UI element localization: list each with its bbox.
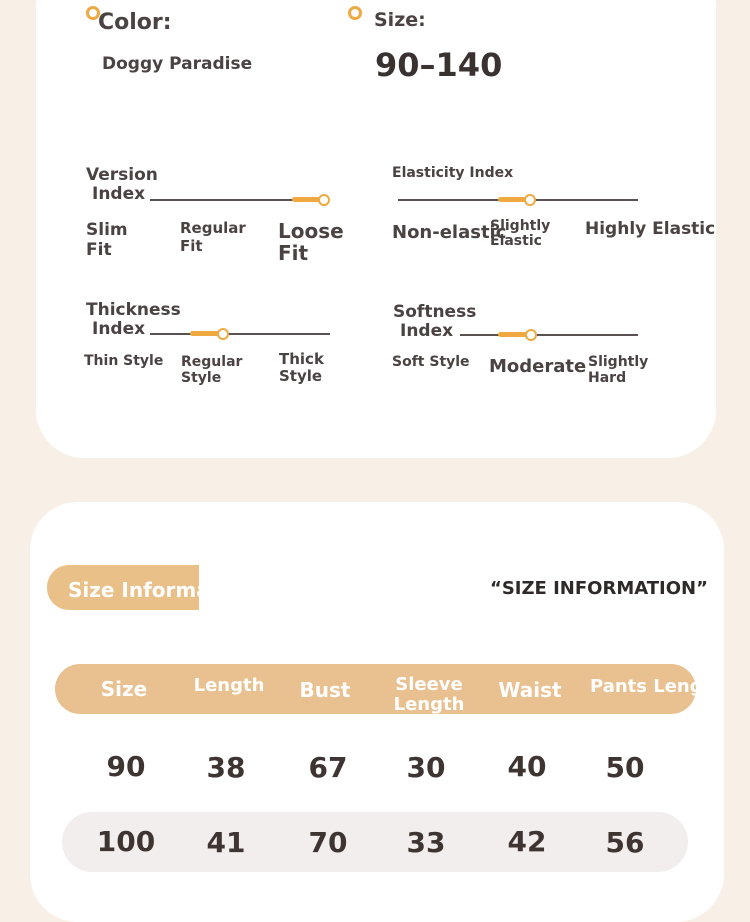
table-cell: 56 <box>605 826 645 859</box>
option-moderate: Moderate <box>489 356 587 377</box>
table-cell: 90 <box>106 750 146 783</box>
table-cell: 50 <box>605 751 645 784</box>
version-index-knob <box>318 194 330 206</box>
column-header-sleeve-length: Sleeve Length <box>393 674 465 715</box>
option-thin-style: Thin Style <box>84 353 164 369</box>
column-header-size: Size <box>100 677 148 701</box>
option-thick-style: Thick Style <box>279 350 324 385</box>
color-value: Doggy Paradise <box>102 54 253 74</box>
table-cell: 70 <box>308 826 348 859</box>
table-cell: 41 <box>206 826 246 859</box>
thickness-index-knob <box>217 328 229 340</box>
table-cell: 100 <box>96 825 156 858</box>
elasticity-index-fill <box>498 197 526 202</box>
option-slim-fit: Slim Fit <box>86 220 128 260</box>
option-regular-style: Regular Style <box>181 354 243 386</box>
size-information-heading: “SIZE INFORMATION” <box>490 578 708 599</box>
softness-index-knob <box>525 329 537 341</box>
softness-index-title: Softness <box>393 302 477 322</box>
version-index-title-2: Index <box>92 184 146 204</box>
table-cell: 40 <box>507 750 547 783</box>
option-regular-fit: Regular Fit <box>180 219 246 255</box>
table-cell: 67 <box>308 751 348 784</box>
option-slightly-hard: Slightly Hard <box>588 354 649 386</box>
bullet-dot-icon <box>348 6 362 20</box>
thickness-index-title: Thickness <box>86 300 181 320</box>
version-index-fill <box>292 197 320 202</box>
thickness-index-track <box>150 333 330 335</box>
softness-index-title-2: Index <box>400 321 454 341</box>
size-value: 90–140 <box>375 46 503 84</box>
column-header-pants-length: Pants Length <box>590 676 725 697</box>
column-header-waist: Waist <box>498 678 562 702</box>
column-header-length: Length <box>193 675 265 696</box>
elasticity-index-knob <box>524 194 536 206</box>
softness-index-track <box>460 334 638 336</box>
option-soft-style: Soft Style <box>392 354 470 370</box>
option-loose-fit: Loose Fit <box>278 219 344 265</box>
option-slightly-elastic: Slightly Elastic <box>490 218 551 249</box>
column-header-bust: Bust <box>299 678 351 702</box>
color-label: Color: <box>98 10 172 35</box>
elasticity-index-title: Elasticity Index <box>392 165 514 181</box>
option-highly-elastic: Highly Elastic <box>585 219 716 239</box>
size-label: Size: <box>374 9 426 31</box>
softness-index-fill <box>498 332 528 337</box>
thickness-index-fill <box>190 331 220 336</box>
thickness-index-title-2: Index <box>92 319 146 339</box>
table-cell: 33 <box>406 826 446 859</box>
table-cell: 42 <box>507 825 547 858</box>
table-cell: 38 <box>206 751 246 784</box>
option-non-elastic: Non-elastic <box>392 222 507 243</box>
version-index-title: Version <box>86 165 158 185</box>
table-cell: 30 <box>406 751 446 784</box>
size-information-tag-label: Size Information <box>68 578 255 602</box>
